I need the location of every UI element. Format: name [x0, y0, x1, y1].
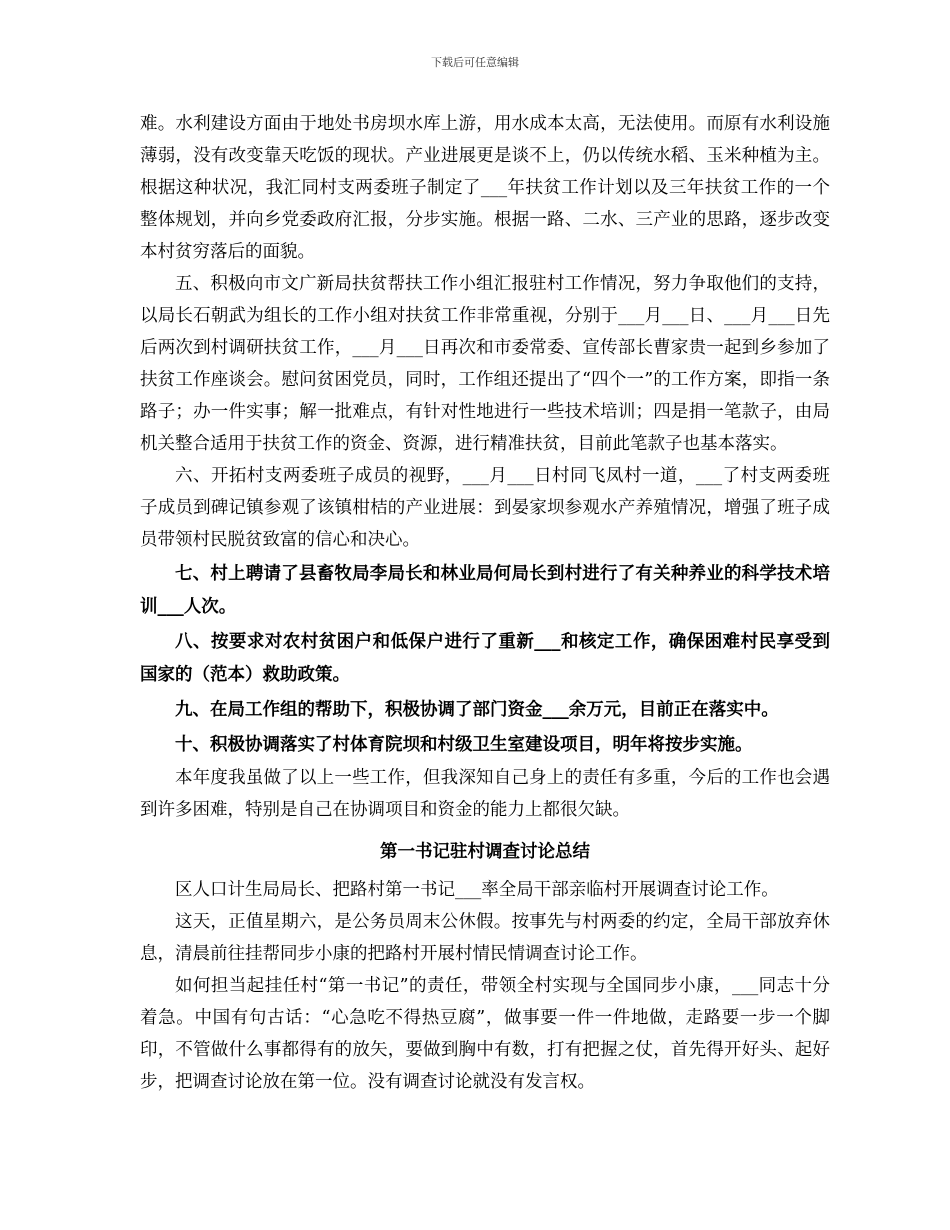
paragraph-item-6: 六、开拓村支两委班子成员的视野，___月___日村同飞凤村一道，___了村支两委班子成员到碑记镇参观了该镇柑桔的产业进展：到晏家坝参观水产养殖情况，增强了班子成员带领村民脱贫致富的信心和决心。: [140, 466, 830, 550]
paragraph-conclusion: 本年度我虽做了以上一些工作，但我深知自己身上的责任有多重，今后的工作也会遇到许多困难，特别是自己在协调项目和资金的能力上都很欠缺。: [140, 768, 830, 820]
paragraph-item-8: 八、按要求对农村贫困户和低保户进行了重新___和核定工作，确保困难村民享受到国家的（范本）救助政策。: [140, 632, 830, 685]
paragraph-item-7: 七、村上聘请了县畜牧局李局长和林业局何局长到村进行了有关种养业的科学技术培训___人次。: [140, 564, 830, 617]
section-title: 第一书记驻村调查讨论总结: [380, 842, 590, 862]
document-body: [140, 108, 830, 1098]
paragraph-item-10: 十、积极协调落实了村体育院坝和村级卫生室建设项目，明年将按步实施。: [175, 735, 753, 755]
paragraph-item-5: 五、积极向市文广新局扶贫帮扶工作小组汇报驻村工作情况，努力争取他们的支持，以局长石朝武为组长的工作小组对扶贫工作非常重视，分别于___月___日、___月___日先后两次到村调研扶贫工作，___月___日再次和市委常委、宣传部长曹家贵一起到乡参加了扶贫工作座谈会。慰问贫困党员，同时，工作组还提出了“四个一”的工作方案，即指一条路子；办一件实事；解一批难点，有针对性地进行一些技术培训；四是捐一笔款子，由局机关整合适用于扶贫工作的资金、资源，进行精准扶贫，目前此笔款子也基本落实。: [140, 274, 830, 454]
section-paragraph-3: 如何担当起挂任村“第一书记”的责任，带领全村实现与全国同步小康，___同志十分着急。中国有句古话：“心急吃不得热豆腐”，做事要一件一件地做，走路要一步一个脚印，不管做什么事都得有的放矢，要做到胸中有数，打有把握之仗，首先得开好头、起好步，把调查讨论放在第一位。没有调查讨论就没有发言权。: [140, 976, 830, 1092]
section-paragraph-1: 区人口计生局局长、把路村第一书记___率全局干部亲临村开展调查讨论工作。: [175, 880, 779, 900]
section-paragraph-2: 这天，正值星期六，是公务员周末公休假。按事先与村两委的约定，全局干部放弃休息，清晨前往挂帮同步小康的把路村开展村情民情调查讨论工作。: [140, 912, 830, 964]
paragraph-item-9: 九、在局工作组的帮助下，积极协调了部门资金___余万元，目前正在落实中。: [175, 700, 779, 720]
paragraph-continuation: 难。水利建设方面由于地处书房坝水库上游，用水成本太高，无法使用。而原有水利设施薄弱，没有改变靠天吃饭的现状。产业进展更是谈不上，仍以传统水稻、玉米种植为主。根据这种状况，我汇同村支两委班子制定了___年扶贫工作计划以及三年扶贫工作的一个整体规划，并向乡党委政府汇报，分步实施。根据一路、二水、三产业的思路，逐步改变本村贫穷落后的面貌。: [140, 114, 830, 262]
page-header-note: 下载后可任意编辑: [431, 56, 519, 69]
